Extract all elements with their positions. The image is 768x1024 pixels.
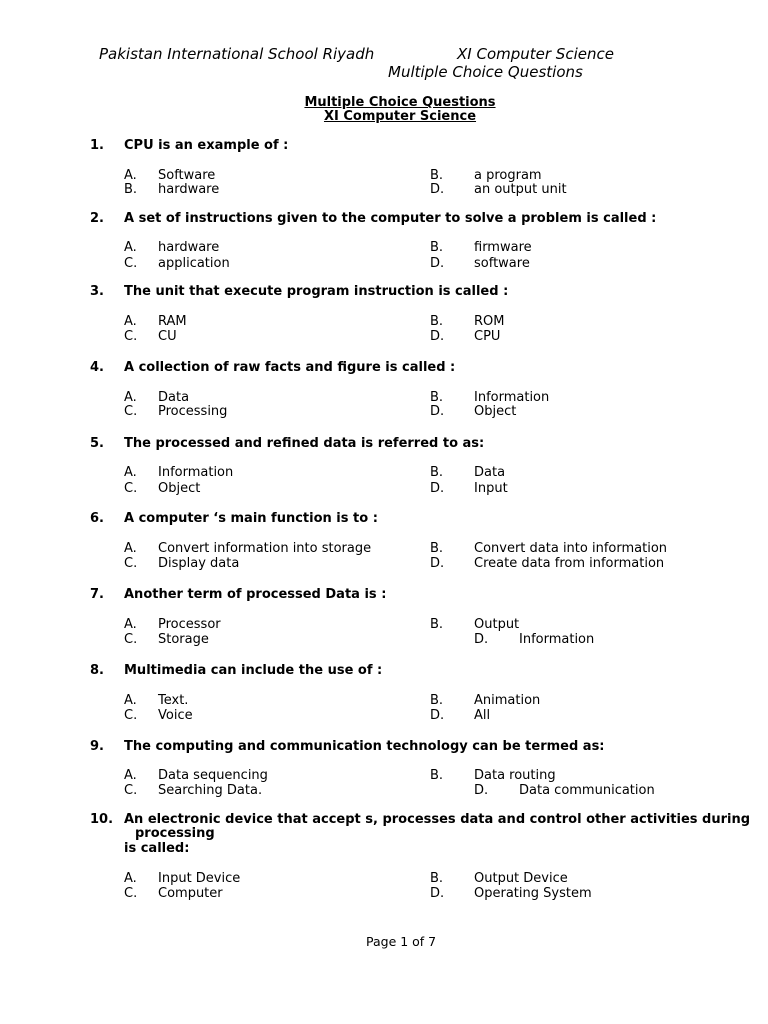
- option-letter: C.: [124, 404, 138, 419]
- option-text: Object: [158, 481, 201, 496]
- question-text: CPU is an example of :: [124, 138, 289, 153]
- subject-name: XI Computer Science: [457, 45, 614, 63]
- option-letter: D.: [430, 886, 445, 901]
- question-text: The processed and refined data is referred to as:: [124, 436, 485, 451]
- option-text: Convert information into storage: [158, 541, 372, 556]
- option-letter: D.: [474, 632, 489, 647]
- option-text: hardware: [158, 240, 220, 255]
- option-letter: C.: [124, 708, 138, 723]
- option-text: application: [158, 256, 230, 271]
- option-text: All: [474, 708, 491, 723]
- question-number: 2.: [90, 211, 104, 226]
- option-text: CPU: [474, 329, 501, 344]
- option-letter: D.: [430, 404, 445, 419]
- page-number: Page 1 of 7: [366, 934, 437, 949]
- option-text: Data: [474, 465, 506, 480]
- option-text: Data communication: [519, 783, 655, 798]
- option-text: Processing: [158, 404, 228, 419]
- option-text: RAM: [158, 314, 187, 329]
- doc-type: Multiple Choice Questions: [388, 63, 583, 81]
- question-text-continued: processing: [135, 826, 215, 841]
- option-text: Display data: [158, 556, 240, 571]
- question-number: 10.: [90, 812, 114, 827]
- option-text: Computer: [158, 886, 223, 901]
- option-letter: A.: [124, 617, 137, 632]
- option-letter: A.: [124, 541, 137, 556]
- option-text: Storage: [158, 632, 209, 647]
- question-number: 9.: [90, 739, 104, 754]
- question-number: 5.: [90, 436, 104, 451]
- option-text: Create data from information: [474, 556, 665, 571]
- option-text: Object: [474, 404, 517, 419]
- page-subtitle: XI Computer Science: [323, 109, 477, 124]
- page-title: Multiple Choice Questions: [304, 95, 496, 110]
- option-letter: B.: [430, 314, 444, 329]
- option-text: firmware: [474, 240, 532, 255]
- option-letter: B.: [430, 390, 444, 405]
- option-letter: A.: [124, 390, 137, 405]
- option-text: hardware: [158, 182, 220, 197]
- option-letter: C.: [124, 783, 138, 798]
- question-text-continued: is called:: [124, 841, 190, 856]
- option-letter: D.: [430, 329, 445, 344]
- question-number: 3.: [90, 284, 104, 299]
- option-text: Convert data into information: [474, 541, 668, 556]
- option-text: Animation: [474, 693, 541, 708]
- option-text: an output unit: [474, 182, 567, 197]
- option-letter: B.: [430, 240, 444, 255]
- option-text: Information: [158, 465, 234, 480]
- option-letter: C.: [124, 256, 138, 271]
- option-letter: A.: [124, 168, 137, 183]
- option-text: Processor: [158, 617, 221, 632]
- question-number: 1.: [90, 138, 104, 153]
- option-text: Data routing: [474, 768, 556, 783]
- option-text: Information: [474, 390, 550, 405]
- question-number: 8.: [90, 663, 104, 678]
- question-text: Multimedia can include the use of :: [124, 663, 383, 678]
- option-letter: A.: [124, 314, 137, 329]
- option-letter: D.: [430, 256, 445, 271]
- option-letter: C.: [124, 556, 138, 571]
- option-text: a program: [474, 168, 542, 183]
- question-text: A set of instructions given to the computer to solve a problem is called :: [124, 211, 657, 226]
- question-number: 7.: [90, 587, 104, 602]
- option-text: CU: [158, 329, 177, 344]
- option-letter: B.: [124, 182, 138, 197]
- option-letter: C.: [124, 632, 138, 647]
- option-text: Data sequencing: [158, 768, 268, 783]
- option-text: Output: [474, 617, 520, 632]
- option-text: Operating System: [474, 886, 592, 901]
- question-text: The computing and communication technology can be termed as:: [124, 739, 605, 754]
- option-text: software: [474, 256, 530, 271]
- option-letter: A.: [124, 693, 137, 708]
- option-letter: B.: [430, 693, 444, 708]
- option-letter: B.: [430, 465, 444, 480]
- option-letter: A.: [124, 240, 137, 255]
- option-letter: C.: [124, 481, 138, 496]
- option-text: Data: [158, 390, 190, 405]
- question-number: 4.: [90, 360, 104, 375]
- option-letter: B.: [430, 617, 444, 632]
- option-letter: B.: [430, 168, 444, 183]
- option-letter: C.: [124, 886, 138, 901]
- option-letter: A.: [124, 465, 137, 480]
- option-letter: A.: [124, 871, 137, 886]
- question-text: The unit that execute program instruction is called :: [124, 284, 509, 299]
- question-number: 6.: [90, 511, 104, 526]
- option-text: Text.: [158, 693, 189, 708]
- option-letter: D.: [430, 481, 445, 496]
- option-text: Information: [519, 632, 595, 647]
- question-text: A collection of raw facts and figure is called :: [124, 360, 456, 375]
- option-text: Voice: [158, 708, 193, 723]
- question-text: A computer ‘s main function is to :: [124, 511, 378, 526]
- option-text: Searching Data.: [158, 783, 263, 798]
- question-text: An electronic device that accept s, processes data and control other activities during: [124, 812, 751, 827]
- option-letter: D.: [430, 556, 445, 571]
- option-text: Input: [474, 481, 508, 496]
- school-name: Pakistan International School Riyadh: [99, 45, 375, 63]
- option-letter: B.: [430, 871, 444, 886]
- option-text: Input Device: [158, 871, 241, 886]
- option-letter: A.: [124, 768, 137, 783]
- question-text: Another term of processed Data is :: [124, 587, 387, 602]
- option-letter: C.: [124, 329, 138, 344]
- option-letter: B.: [430, 768, 444, 783]
- option-text: ROM: [474, 314, 505, 329]
- option-letter: B.: [430, 541, 444, 556]
- option-text: Software: [158, 168, 216, 183]
- option-text: Output Device: [474, 871, 568, 886]
- option-letter: D.: [474, 783, 489, 798]
- option-letter: D.: [430, 182, 445, 197]
- option-letter: D.: [430, 708, 445, 723]
